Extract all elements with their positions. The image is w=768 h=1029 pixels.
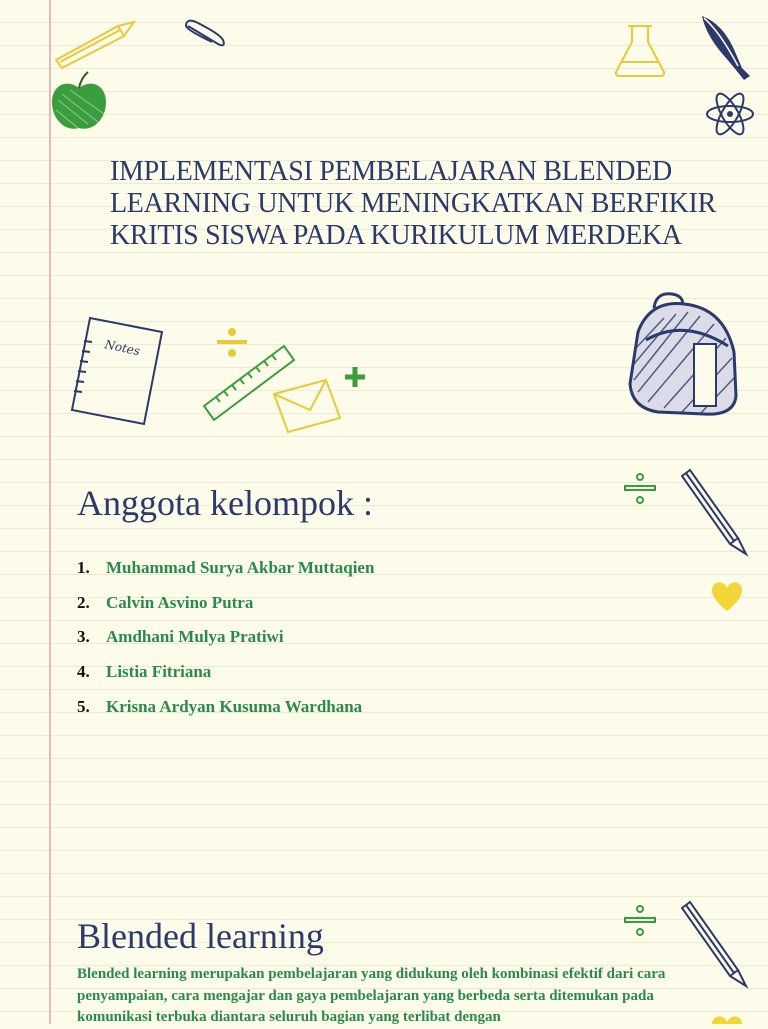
member-name: Amdhani Mulya Pratiwi [106, 627, 284, 647]
member-name: Krisna Ardyan Kusuma Wardhana [106, 696, 363, 716]
pencil-icon [52, 18, 138, 70]
section-paragraph: Blended learning merupakan pembelajaran yang didukung oleh kombinasi efektif dari cara penyampaian, cara mengajar dan gaya pembelajaran yang berbeda serta ditemukan pada komunikasi terbuka diantara seluruh bagian yang terlibat dengan [77, 966, 666, 1025]
list-item [77, 662, 374, 697]
list-number: 3. [77, 627, 90, 647]
flask-icon [612, 22, 668, 78]
pencil-icon [676, 468, 752, 558]
feather-pen-icon [696, 10, 758, 84]
notebook-icon [64, 312, 168, 428]
list-item [77, 627, 374, 662]
plus-icon [342, 364, 368, 390]
heart-icon [710, 580, 744, 614]
backpack-icon [624, 288, 742, 420]
division-icon [622, 904, 658, 938]
page-title: IMPLEMENTASI PEMBELAJARAN BLENDED LEARNING UNTUK MENINGKATKAN BERFIKIR KRITIS SISWA PADA KURIKULUM MERDEKA [110, 156, 716, 251]
list-item [77, 593, 374, 628]
paperclip-icon [182, 18, 228, 50]
section-heading: Blended learning [77, 916, 324, 956]
list-number: 4. [77, 662, 90, 682]
envelope-icon [270, 376, 344, 434]
list-item [77, 697, 374, 732]
apple-icon [48, 70, 110, 134]
pencil-icon [676, 900, 752, 990]
list-number: 1. [77, 558, 90, 577]
members-heading: Anggota kelompok : [77, 483, 373, 523]
list-number: 5. [77, 696, 90, 716]
list-item [77, 558, 374, 593]
members-list [77, 558, 374, 731]
division-icon [622, 472, 658, 506]
atom-icon [704, 88, 756, 140]
member-name: Listia Fitriana [106, 662, 212, 682]
notebook-label: Notes [103, 337, 142, 359]
member-name: Muhammad Surya Akbar Muttaqien [106, 558, 375, 577]
heart-icon [710, 1012, 744, 1024]
list-number: 2. [77, 592, 90, 612]
member-name: Calvin Asvino Putra [106, 592, 254, 612]
notebook-margin-line [49, 0, 51, 1024]
